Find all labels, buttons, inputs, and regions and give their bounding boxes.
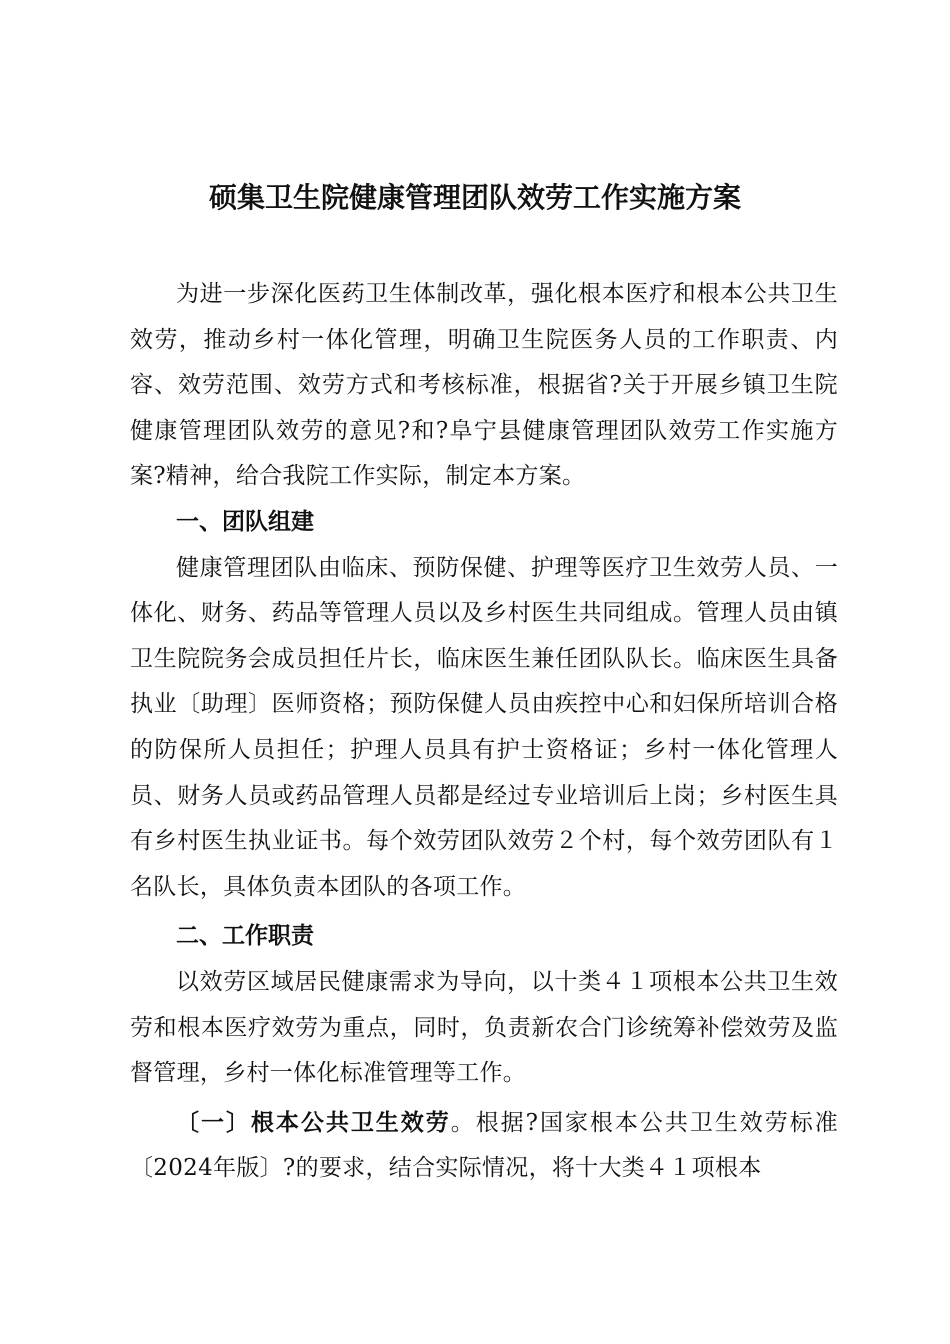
section-heading-responsibilities: 二、工作职责 xyxy=(176,923,314,950)
document-title: 硕集卫生院健康管理团队效劳工作实施方案 xyxy=(208,181,741,214)
section-heading-team-formation: 一、团队组建 xyxy=(176,508,314,535)
subsection-heading-public-health: 〔一〕根本公共卫生效劳 xyxy=(176,1109,451,1136)
public-health-paragraph xyxy=(130,1101,838,1192)
public-health-text: 。根据?国家根本公共卫生效劳标准〔2024年版〕?的要求，结合实际情况，将十大类４１项根本 xyxy=(130,1109,838,1182)
document-body xyxy=(130,272,838,1192)
responsibilities-paragraph: 以效劳区域居民健康需求为导向，以十类４１项根本公共卫生效劳和根本医疗效劳为重点，同时，负责新农合门诊统筹补偿效劳及监督管理，乡村一体化标准管理等工作。 xyxy=(130,968,838,1087)
team-formation-paragraph: 健康管理团队由临床、预防保健、护理等医疗卫生效劳人员、一体化、财务、药品等管理人员以及乡村医生共同组成。管理人员由镇卫生院院务会成员担任片长，临床医生兼任团队队长。临床医生具备执业〔助理〕医师资格；预防保健人员由疾控中心和妇保所培训合格的防保所人员担任；护理人员具有护士资格证；乡村一体化管理人员、财务人员或药品管理人员都是经过专业培训后上岗；乡村医生具有乡村医生执业证书。每个效劳团队效劳２个村，每个效劳团队有１名队长，具体负责本团队的各项工作。 xyxy=(130,554,838,900)
intro-paragraph: 为进一步深化医药卫生体制改革，强化根本医疗和根本公共卫生效劳，推动乡村一体化管理，明确卫生院医务人员的工作职责、内容、效劳范围、效劳方式和考核标准，根据省?关于开展乡镇卫生院健康管理团队效劳的意见?和?阜宁县健康管理团队效劳工作实施方案?精神，给合我院工作实际，制定本方案。 xyxy=(130,281,838,490)
